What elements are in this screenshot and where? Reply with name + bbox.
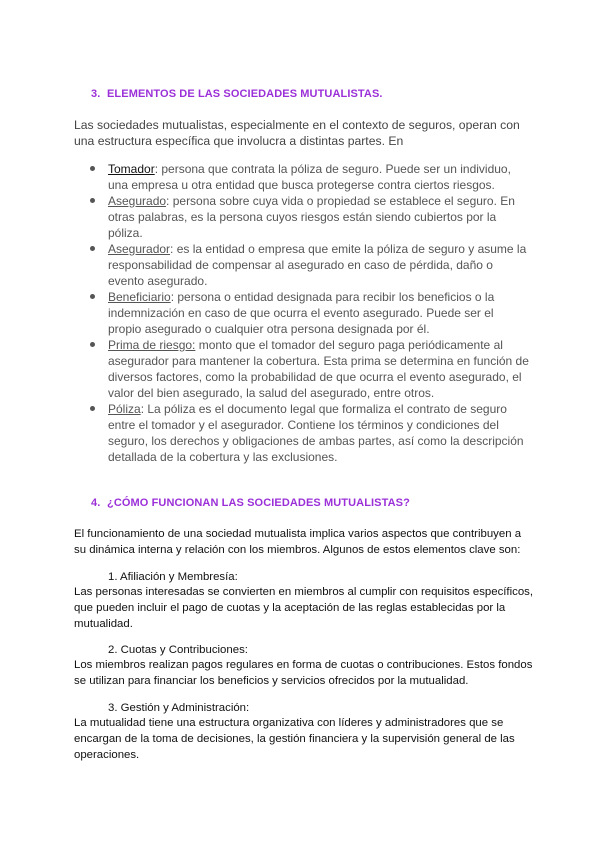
list-item: [90, 337, 530, 401]
bullet-icon: [90, 406, 95, 411]
section-3-heading: [91, 88, 383, 100]
item-term: Beneficiario: [108, 290, 171, 304]
item-text: monto que el tomador del seguro paga periódicamente al asegurador para mantener la cobertura. Esta prima se determina en función de diversos factores, como la probabilidad de que ocurra el evento asegurado, el valor del bien asegurado, la salud del asegurado, entre otros.: [108, 338, 529, 400]
section-4-title: ¿CÓMO FUNCIONAN LAS SOCIEDADES MUTUALISTAS?: [107, 497, 410, 509]
bullet-icon: [90, 294, 95, 299]
section-3-title: ELEMENTOS DE LAS SOCIEDADES MUTUALISTAS.: [107, 88, 383, 100]
section-3-intro: Las sociedades mutualistas, especialmente en el contexto de seguros, operan con una estructura específica que involucra a distintas partes. En: [74, 118, 520, 148]
item-text: : persona sobre cuya vida o propiedad se establece el seguro. En otras palabras, es la persona cuyos riesgos están siendo cubiertos por la póliza.: [108, 194, 515, 240]
section-4-heading: [91, 497, 410, 509]
list-item: [90, 193, 530, 241]
section-4-number: 4.: [91, 497, 101, 509]
list-item: [90, 241, 530, 289]
list-item: [90, 401, 530, 465]
bullet-icon: [90, 342, 95, 347]
item-term: Póliza: [108, 402, 141, 416]
subsection-2-text: Los miembros realizan pagos regulares en forma de cuotas o contribuciones. Estos fondos se utilizan para financiar los beneficios y servicios ofrecidos por la mutualidad.: [74, 659, 533, 687]
item-text: : es la entidad o empresa que emite la póliza de seguro y asume la responsabilidad de compensar al asegurado en caso de pérdida, daño o evento asegurado.: [108, 242, 527, 288]
item-text: : La póliza es el documento legal que formaliza el contrato de seguro entre el tomador y el asegurador. Contiene los términos y condiciones del seguro, los derechos y obligaciones de ambas partes, así como la descripción detallada de la cobertura y las exclusiones.: [108, 402, 524, 464]
section-3-number: 3.: [91, 88, 101, 100]
subsection-2-heading: 2. Cuotas y Contribuciones:: [108, 644, 248, 656]
item-text: : persona que contrata la póliza de seguro. Puede ser un individuo, una empresa u otra entidad que busca protegerse contra ciertos riesgos.: [108, 162, 511, 192]
subsection-1-text: Las personas interesadas se convierten en miembros al cumplir con requisitos específicos, que pueden incluir el pago de cuotas y la aceptación de las reglas establecidas por la mutualidad.: [74, 586, 534, 630]
bullet-icon: [90, 198, 95, 203]
subsection-3-heading: 3. Gestión y Administración:: [108, 702, 250, 714]
item-text: : persona o entidad designada para recibir los beneficios o la indemnización en caso de que ocurra el evento asegurado. Puede ser el propio asegurado o cualquier otra persona designada por él.: [108, 290, 495, 336]
section-4-intro: El funcionamiento de una sociedad mutualista implica varios aspectos que contribuyen a su dinámica interna y relación con los miembros. Algunos de estos elementos clave son:: [74, 528, 522, 556]
bullet-icon: [90, 166, 95, 171]
list-item: [90, 289, 530, 337]
item-term: Prima de riesgo:: [108, 338, 196, 352]
bullet-icon: [90, 246, 95, 251]
subsection-1-heading: 1. Afiliación y Membresía:: [108, 571, 238, 583]
item-term: Asegurado: [108, 194, 167, 208]
item-term: Tomador: [108, 162, 155, 176]
elements-list: [90, 161, 530, 465]
subsection-3-text: La mutualidad tiene una estructura organizativa con líderes y administradores que se encargan de la toma de decisiones, la gestión financiera y la supervisión general de las operaciones.: [74, 717, 515, 761]
list-item: [90, 161, 530, 193]
item-term: Asegurador: [108, 242, 171, 256]
